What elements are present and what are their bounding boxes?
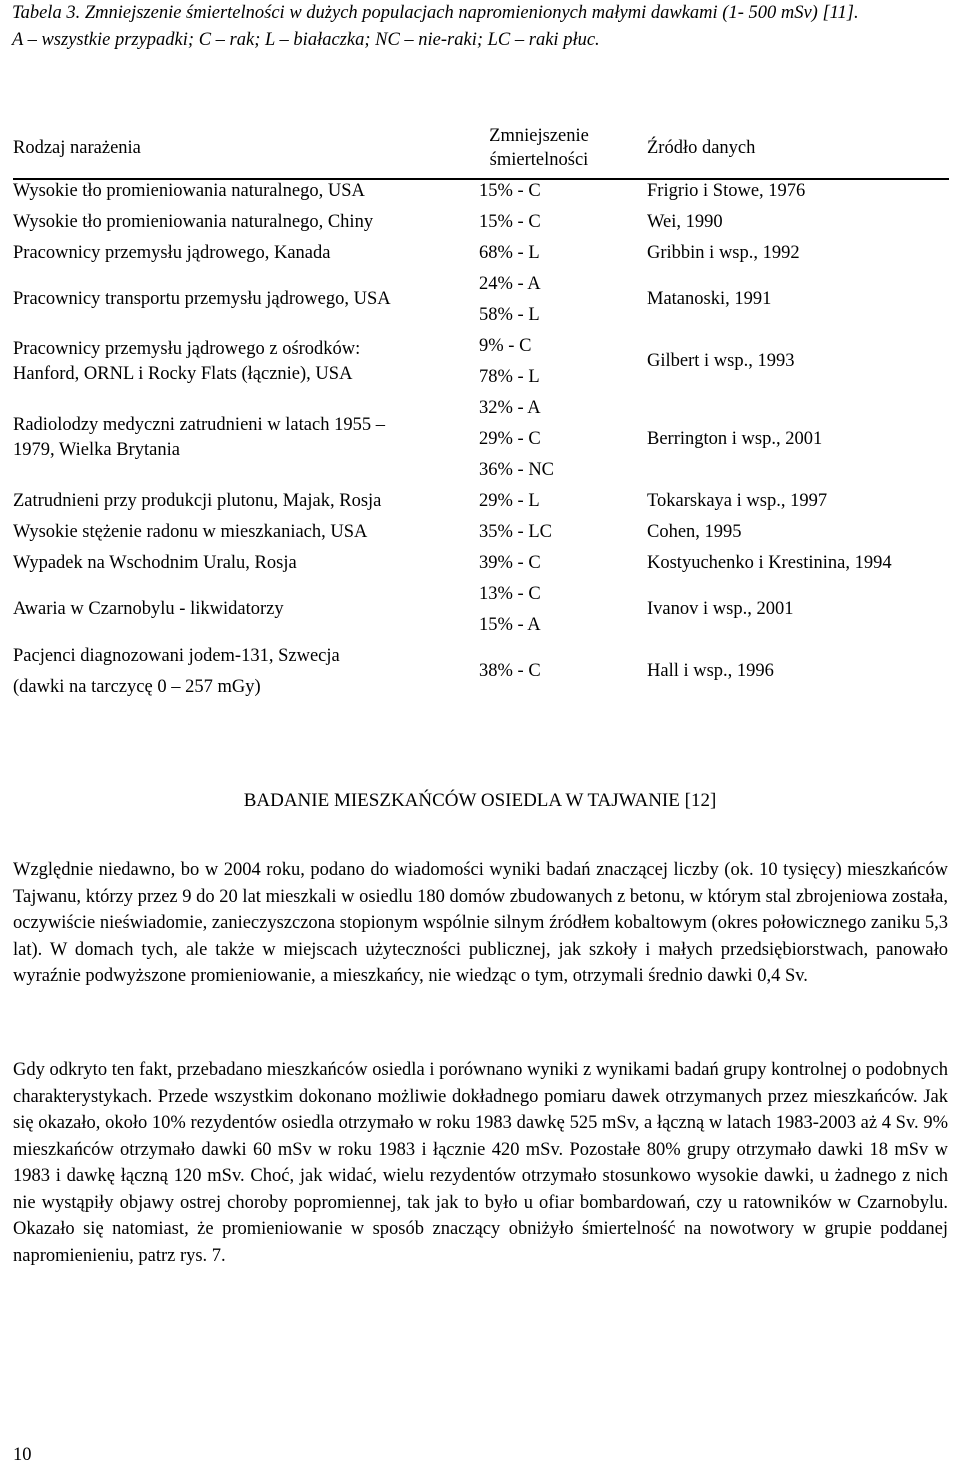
header-source: Źródło danych [647, 138, 756, 158]
reduction-value: 29% - C [479, 429, 541, 449]
cell-source: Ivanov i wsp., 2001 [647, 599, 794, 619]
cell-source: Hall i wsp., 1996 [647, 661, 774, 681]
reduction-value: 36% - NC [479, 460, 555, 480]
reduction-value: 32% - A [479, 398, 541, 418]
cell-reduction: 39% - C [479, 553, 541, 573]
reduction-value: 13% - C [479, 584, 541, 604]
reduction-value: 9% - C [479, 336, 532, 356]
cell-reduction: 15% - C [479, 181, 541, 201]
cell-source: Kostyuchenko i Krestinina, 1994 [647, 553, 892, 573]
header-reduction-line-2: śmiertelności [489, 150, 589, 170]
cell-reduction: 38% - C [479, 661, 541, 681]
caption-line-2: A – wszystkie przypadki; C – rak; L – białaczka; NC – nie-raki; LC – raki płuc. [12, 30, 600, 50]
cell-source: Berrington i wsp., 2001 [647, 429, 823, 449]
cell-source: Matanoski, 1991 [647, 289, 772, 309]
cell-reduction [479, 579, 639, 641]
paragraph-2: Gdy odkryto ten fakt, przebadano mieszkańców osiedla i porównano wyniki z wynikami badań grupy kontrolnej o podobnych charakterystykach. Przede wszystkim dokonano możliwie dokładnego pomiaru dawek otrzymanych przez mieszkańców. Jak się okazało, około 10% rezydentów osiedla otrzymało w roku 1983 dawkę 525 mSv, a łączną w latach 1983-2003 aż 4 Sv. 9% mieszkańców otrzymało dawki 60 mSv w roku 1983 i łącznie 420 mSv. Pozostałe 80% grupy otrzymało dawki 18 mSv w 1983 i dawkę łączną 120 mSv. Choć, jak widać, wielu rezydentów otrzymało stosunkowo wysokie dawki, u żadnego z nich nie wystąpiły objawy ostrej choroby popromiennej, tak jak to było u ofiar bombardowań, czy u ratowników w Czarnobylu. Okazało się natomiast, że promieniowanie w sposób znaczący obniżyło śmiertelność na nowotwory w grupie poddanej napromienieniu, patrz rys. 7. [13, 1060, 948, 1266]
table-row [0, 238, 960, 269]
table-row [0, 486, 960, 517]
cell-source: Gilbert i wsp., 1993 [647, 351, 795, 371]
cell-exposure: Awaria w Czarnobylu - likwidatorzy [13, 599, 284, 619]
table-row [0, 269, 960, 331]
cell-source: Cohen, 1995 [647, 522, 742, 542]
cell-exposure: Wysokie stężenie radonu w mieszkaniach, USA [13, 522, 368, 542]
exposure-line: 1979, Wielka Brytania [13, 440, 180, 460]
reduction-value: 15% - A [479, 615, 541, 635]
cell-exposure: Wysokie tło promieniowania naturalnego, Chiny [13, 212, 374, 232]
cell-source: Frigrio i Stowe, 1976 [647, 181, 806, 201]
cell-reduction: 15% - C [479, 212, 541, 232]
header-exposure: Rodzaj narażenia [13, 138, 141, 158]
reduction-value: 78% - L [479, 367, 540, 387]
header-reduction-line-1: Zmniejszenie [489, 126, 589, 146]
reduction-value: 58% - L [479, 305, 540, 325]
cell-reduction [479, 331, 639, 393]
paragraph-1: Względnie niedawno, bo w 2004 roku, podano do wiadomości wyniki badań znaczącej liczby (ok. 10 tysięcy) mieszkańców Tajwanu, którzy przez 9 do 20 lat mieszkali w osiedlu 180 domów zbudowanych z betonu, w którym stal zbrojeniowa została, oczywiście nieświadomie, zanieczyszczona stopionym wspólnie silnym źródłem kobaltowym (okres połowicznego zaniku 5,3 lat). W domach tych, ale także w miejscach użyteczności publicznej, jak szkoły i małych przedsiębiorstwach, panowało wyraźnie podwyższone promieniowanie, a mieszkańcy, nie wiedząc o tym, otrzymali średnio dawki 0,4 Sv. [13, 860, 948, 986]
table-row [0, 517, 960, 548]
cell-exposure: Zatrudnieni przy produkcji plutonu, Majak, Rosja [13, 491, 382, 511]
table-row [0, 393, 960, 486]
page-number: 10 [13, 1445, 32, 1465]
cell-reduction: 35% - LC [479, 522, 552, 542]
table-caption [12, 0, 942, 54]
table-row [0, 641, 960, 703]
cell-exposure: Pracownicy transportu przemysłu jądrowego, USA [13, 289, 391, 309]
cell-reduction [479, 393, 639, 486]
table-row [0, 548, 960, 579]
cell-source: Gribbin i wsp., 1992 [647, 243, 800, 263]
caption-line-1: Tabela 3. Zmniejszenie śmiertelności w dużych populacjach napromienionych małymi dawkami (1- 500 mSv) [11]. [12, 3, 859, 23]
exposure-line: (dawki na tarczycę 0 – 257 mGy) [13, 677, 261, 697]
table-row [0, 207, 960, 238]
section-heading: BADANIE MIESZKAŃCÓW OSIEDLA W TAJWANIE [12] [243, 790, 717, 811]
reduction-value: 24% - A [479, 274, 541, 294]
cell-exposure: Pracownicy przemysłu jądrowego, Kanada [13, 243, 331, 263]
cell-exposure [13, 413, 453, 463]
exposure-line: Radiolodzy medyczni zatrudnieni w latach 1955 – [13, 415, 385, 435]
exposure-line: Hanford, ORNL i Rocky Flats (łącznie), USA [13, 364, 353, 384]
exposure-line: Pracownicy przemysłu jądrowego z ośrodków: [13, 339, 361, 359]
cell-reduction [479, 269, 639, 331]
cell-reduction: 68% - L [479, 243, 540, 263]
cell-source: Tokarskaya i wsp., 1997 [647, 491, 828, 511]
table-row [0, 331, 960, 393]
cell-exposure [13, 641, 453, 703]
header-reduction [479, 124, 599, 180]
table-row [0, 579, 960, 641]
cell-reduction: 29% - L [479, 491, 540, 511]
table-row [0, 176, 960, 207]
cell-exposure: Wypadek na Wschodnim Uralu, Rosja [13, 553, 297, 573]
cell-exposure [13, 337, 453, 387]
cell-exposure: Wysokie tło promieniowania naturalnego, USA [13, 181, 365, 201]
exposure-line: Pacjenci diagnozowani jodem-131, Szwecja [13, 646, 340, 666]
cell-source: Wei, 1990 [647, 212, 723, 232]
